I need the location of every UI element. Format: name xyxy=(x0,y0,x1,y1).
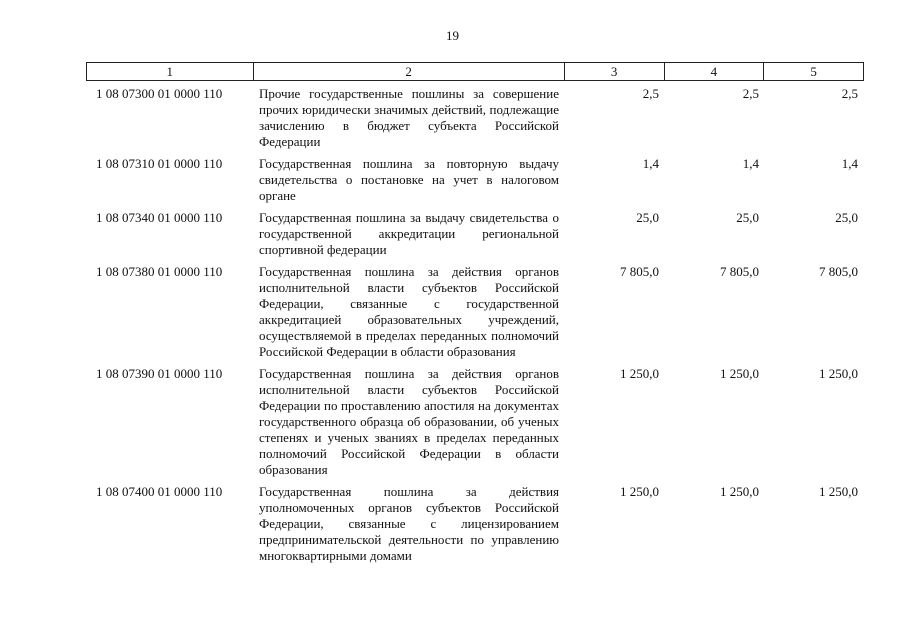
value-col-5: 2,5 xyxy=(841,86,858,101)
budget-code: 1 08 07340 01 0000 110 xyxy=(96,210,223,225)
page-number: 19 xyxy=(446,28,459,43)
table-row xyxy=(86,210,864,258)
table-row xyxy=(86,484,864,564)
value-col-4: 1 250,0 xyxy=(720,484,759,499)
table-header-row xyxy=(86,62,864,81)
row-description: Прочие государственные пошлины за совершение прочих юридически значимых действий, подлежащие зачислению в бюджет субъекта Российской Федерации xyxy=(259,86,559,149)
budget-code: 1 08 07380 01 0000 110 xyxy=(96,264,223,279)
value-col-5: 1 250,0 xyxy=(819,484,858,499)
budget-code: 1 08 07310 01 0000 110 xyxy=(96,156,223,171)
value-col-4: 1,4 xyxy=(742,156,759,171)
header-col-4: 4 xyxy=(665,63,765,80)
budget-code: 1 08 07400 01 0000 110 xyxy=(96,484,223,499)
value-col-3: 2,5 xyxy=(642,86,659,101)
value-col-3: 25,0 xyxy=(636,210,659,225)
value-col-5: 7 805,0 xyxy=(819,264,858,279)
budget-code: 1 08 07390 01 0000 110 xyxy=(96,366,223,381)
value-col-4: 7 805,0 xyxy=(720,264,759,279)
value-col-3: 1 250,0 xyxy=(620,366,659,381)
row-description: Государственная пошлина за выдачу свидетельства о государственной аккредитации региональной спортивной федерации xyxy=(259,210,559,257)
table-body xyxy=(86,86,864,570)
budget-code: 1 08 07300 01 0000 110 xyxy=(96,86,223,101)
header-col-1: 1 xyxy=(87,63,254,80)
value-col-4: 2,5 xyxy=(742,86,759,101)
table-row xyxy=(86,366,864,478)
header-col-5: 5 xyxy=(810,64,817,79)
table-row xyxy=(86,156,864,204)
value-col-4: 25,0 xyxy=(736,210,759,225)
row-description: Государственная пошлина за повторную выдачу свидетельства о постановке на учет в налоговом органе xyxy=(259,156,559,203)
value-col-5: 25,0 xyxy=(835,210,858,225)
row-description: Государственная пошлина за действия уполномоченных органов субъектов Российской Федерации, связанные с лицензированием предпринимательской деятельности по управлению многоквартирными домами xyxy=(259,484,559,563)
row-description: Государственная пошлина за действия органов исполнительной власти субъектов Российской Федерации по проставлению апостиля на документах государственного образца об образовании, об ученых степенях и ученых званиях в пределах переданных полномочий Российской Федерации в области образования xyxy=(259,366,559,477)
table-row xyxy=(86,264,864,360)
value-col-5: 1 250,0 xyxy=(819,366,858,381)
table-row xyxy=(86,86,864,150)
value-col-3: 1 250,0 xyxy=(620,484,659,499)
value-col-5: 1,4 xyxy=(841,156,858,171)
row-description: Государственная пошлина за действия органов исполнительной власти субъектов Российской Федерации, связанные с государственной аккредитацией образовательных учреждений, осуществляемой в пределах переданных полномочий Российской Федерации в области образования xyxy=(259,264,559,359)
value-col-3: 1,4 xyxy=(642,156,659,171)
value-col-3: 7 805,0 xyxy=(620,264,659,279)
value-col-4: 1 250,0 xyxy=(720,366,759,381)
header-col-2: 2 xyxy=(254,63,565,80)
header-col-3: 3 xyxy=(565,63,665,80)
